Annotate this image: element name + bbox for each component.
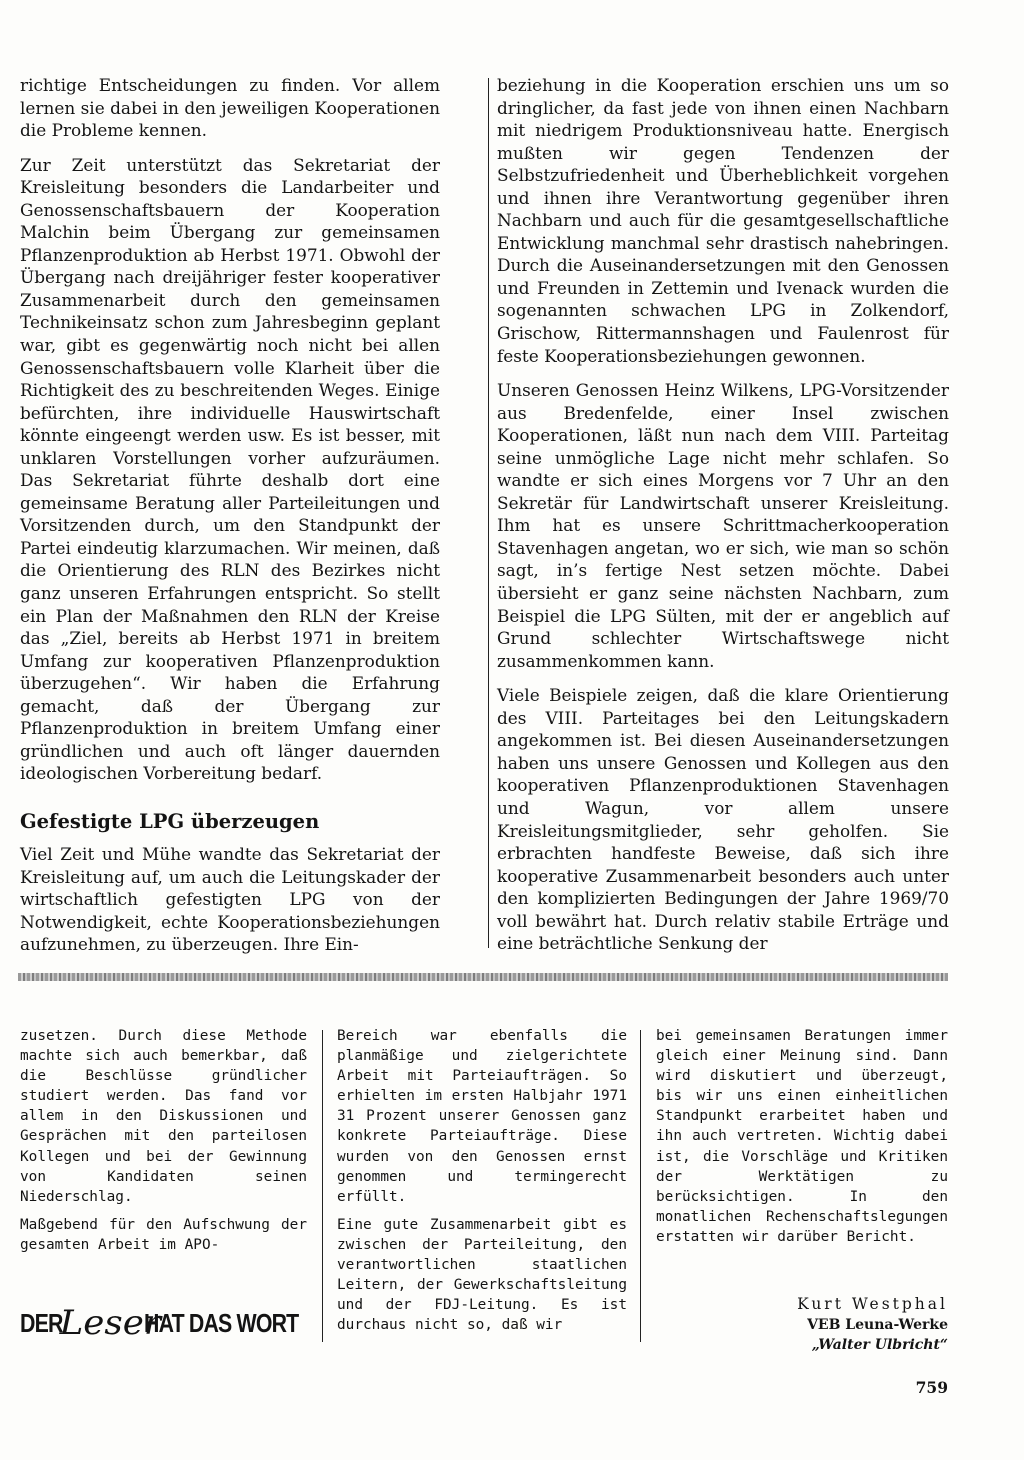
paragraph: Bereich war ebenfalls die planmäßige und zielgerichtete Arbeit mit Parteiaufträgen. So erhielten im ersten Halbjahr 1971 31 Prozent unserer Genossen ganz konkrete Parteiaufträge. Diese wurden von den Genossen ernst genommen und termingerecht erfüllt.	[337, 1028, 627, 1205]
paragraph: Unseren Genossen Heinz Wilkens, LPG-Vorsitzender aus Bredenfelde, einer Insel zwischen Kooperationen, läßt nun nach dem VIII. Parteitag seine unmögliche Lage nicht mehr schlafen. So wandte er sich eines Morgens vor 7 Uhr an den Sekretär für Landwirtschaft unserer Kreisleitung. Ihm hat es unsere Schrittmacherkooperation Stavenhagen angetan, wo er sich, wie man so schön sagt, in’s fertige Nest setzen möchte. Dabei übersieht er ganz seine nächsten Nachbarn, zum Beispiel die LPG Sülten, mit der er angeblich auf Grund schlechter Wirtschaftswege nicht zusammenkommen kann.	[497, 380, 949, 671]
paragraph: Zur Zeit unterstützt das Sekretariat der Kreisleitung besonders die Landarbeiter und Genossenschaftsbauern der Kooperation Malchin beim Übergang zur gemeinsamen Pflanzenproduktion ab Herbst 1971. Obwohl der Übergang nach dreijähriger fester kooperativer Zusammenarbeit durch den gemeinsamen Technikeinsatz schon zum Jahresbeginn geplant war, gibt es gegenwärtig noch nicht bei allen Genossenschaftsbauern volle Klarheit über die Richtigkeit des zu beschreitenden Weges. Einige befürchten, ihre individuelle Hauswirtschaft könnte eingeengt werden usw. Es ist besser, mit unklaren Vorstellungen vorher aufzuräumen. Das Sekretariat führte deshalb dort eine gemeinsame Beratung aller Parteileitungen und Vorsitzenden durch, um den Standpunkt der Partei eindeutig klarzumachen. Wir meinen, daß die Orientierung des RLN des Bezirkes nicht ganz unseren Erfahrungen entspricht. So stellt ein Plan der Maßnahmen den RLN der Kreise das „Ziel, bereits ab Herbst 1971 in breitem Umfang zur kooperativen Pflanzenproduktion überzugehen“. Wir haben die Erfahrung gemacht, daß der Übergang zur Pflanzenproduktion in breitem Umfang einer gründlichen und auch oft länger dauernden ideologischen Vorbereitung bedarf.	[20, 154, 440, 784]
section-heading: Gefestigte LPG überzeugen	[20, 809, 320, 833]
logo-words-hat-das-wort: HAT DAS WORT	[144, 1307, 299, 1338]
logo-word-der: DER	[20, 1307, 63, 1338]
letter-column-3	[656, 1026, 948, 1296]
paragraph: bei gemeinsamen Beratungen immer gleich einer Meinung sind. Dann wird diskutiert und überzeugt, bis wir uns einen einheitlichen Standpunkt erarbeitet haben und ihn auch vertreten. Wichtig dabei ist, die Vorschläge und Kritiken der Werktätigen zu berücksichtigen. In den monatlichen Rechenschaftslegungen erstatten wir darüber Bericht.	[656, 1028, 948, 1245]
paragraph: Maßgebend für den Aufschwung der gesamten Arbeit im APO-	[20, 1216, 307, 1253]
paragraph: richtige Entscheidungen zu finden. Vor allem lernen sie dabei in den jeweiligen Kooperationen die Probleme kennen.	[20, 75, 440, 141]
upper-right-column	[497, 74, 949, 954]
paragraph: zusetzen. Durch diese Methode machte sich auch bemerkbar, daß die Beschlüsse gründlicher studiert werden. Das fand vor allem in den Diskussionen und Gesprächen mit den parteilosen Kollegen und bei der Gewinnung von Kandidaten seinen Niederschlag.	[20, 1028, 307, 1205]
der-leser-hat-das-wort-logo	[20, 1298, 310, 1348]
author-plant-name: „Walter Ulbricht“	[811, 1337, 948, 1353]
column-divider	[640, 1030, 641, 1342]
column-divider	[488, 78, 489, 948]
letter-column-2	[337, 1026, 627, 1356]
letter-column-1	[20, 1026, 307, 1253]
paragraph: Eine gute Zusammenarbeit gibt es zwischen der Parteileitung, den verantwortlichen staatlichen Leitern, der Gewerkschaftsleitung und der FDJ-Leitung. Es ist durchaus nicht so, daß wir	[337, 1216, 627, 1334]
paragraph: Viel Zeit und Mühe wandte das Sekretariat der Kreisleitung auf, um auch die Leitungskader der wirtschaftlich gefestigten LPG von der Notwendigkeit, echte Kooperationsbeziehungen aufzunehmen, zu überzeugen. Ihre Ein-	[20, 843, 440, 955]
page-number: 759	[915, 1378, 948, 1397]
column-divider	[322, 1030, 323, 1342]
decorative-separator-band	[18, 973, 948, 981]
author-organization: VEB Leuna-Werke	[807, 1317, 948, 1333]
paragraph: Viele Beispiele zeigen, daß die klare Orientierung des VIII. Parteitages bei den Leitungskadern angekommen ist. Bei diesen Auseinandersetzungen haben uns unsere Genossen und Kollegen aus den kooperativen Pflanzenproduktionen Stavenhagen und Wagun, vor allem unsere Kreisleitungsmitglieder, sehr geholfen. Sie erbrachten handfeste Beweise, daß sich ihre kooperative Zusammenarbeit besonders auch unter den komplizierten Bedingungen der Jahre 1969/70 voll bewährt hat. Durch relativ stabile Erträge und eine beträchtliche Senkung der	[497, 685, 949, 954]
author-name: Kurt Westphal	[797, 1295, 948, 1313]
author-signature	[656, 1293, 948, 1355]
logo-word-leser: Leser	[59, 1303, 161, 1343]
paragraph: beziehung in die Kooperation erschien uns um so dringlicher, da fast jede von ihnen einen Nachbarn mit niedrigem Produktionsniveau hatte. Energisch mußten wir gegen Tendenzen der Selbstzufriedenheit und Überheblichkeit vorgehen und ihnen ihre Verantwortung gegenüber ihren Nachbarn und auch für die gesamtgesellschaftliche Entwicklung manchmal sehr drastisch nahebringen. Durch die Auseinandersetzungen mit den Genossen und Freunden in Zettemin und Ivenack wurden die sogenannten schwachen LPG in Zolkendorf, Grischow, Rittermannshagen und Faulenrost für feste Kooperationsbeziehungen gewonnen.	[497, 75, 949, 366]
upper-left-column	[20, 74, 440, 954]
